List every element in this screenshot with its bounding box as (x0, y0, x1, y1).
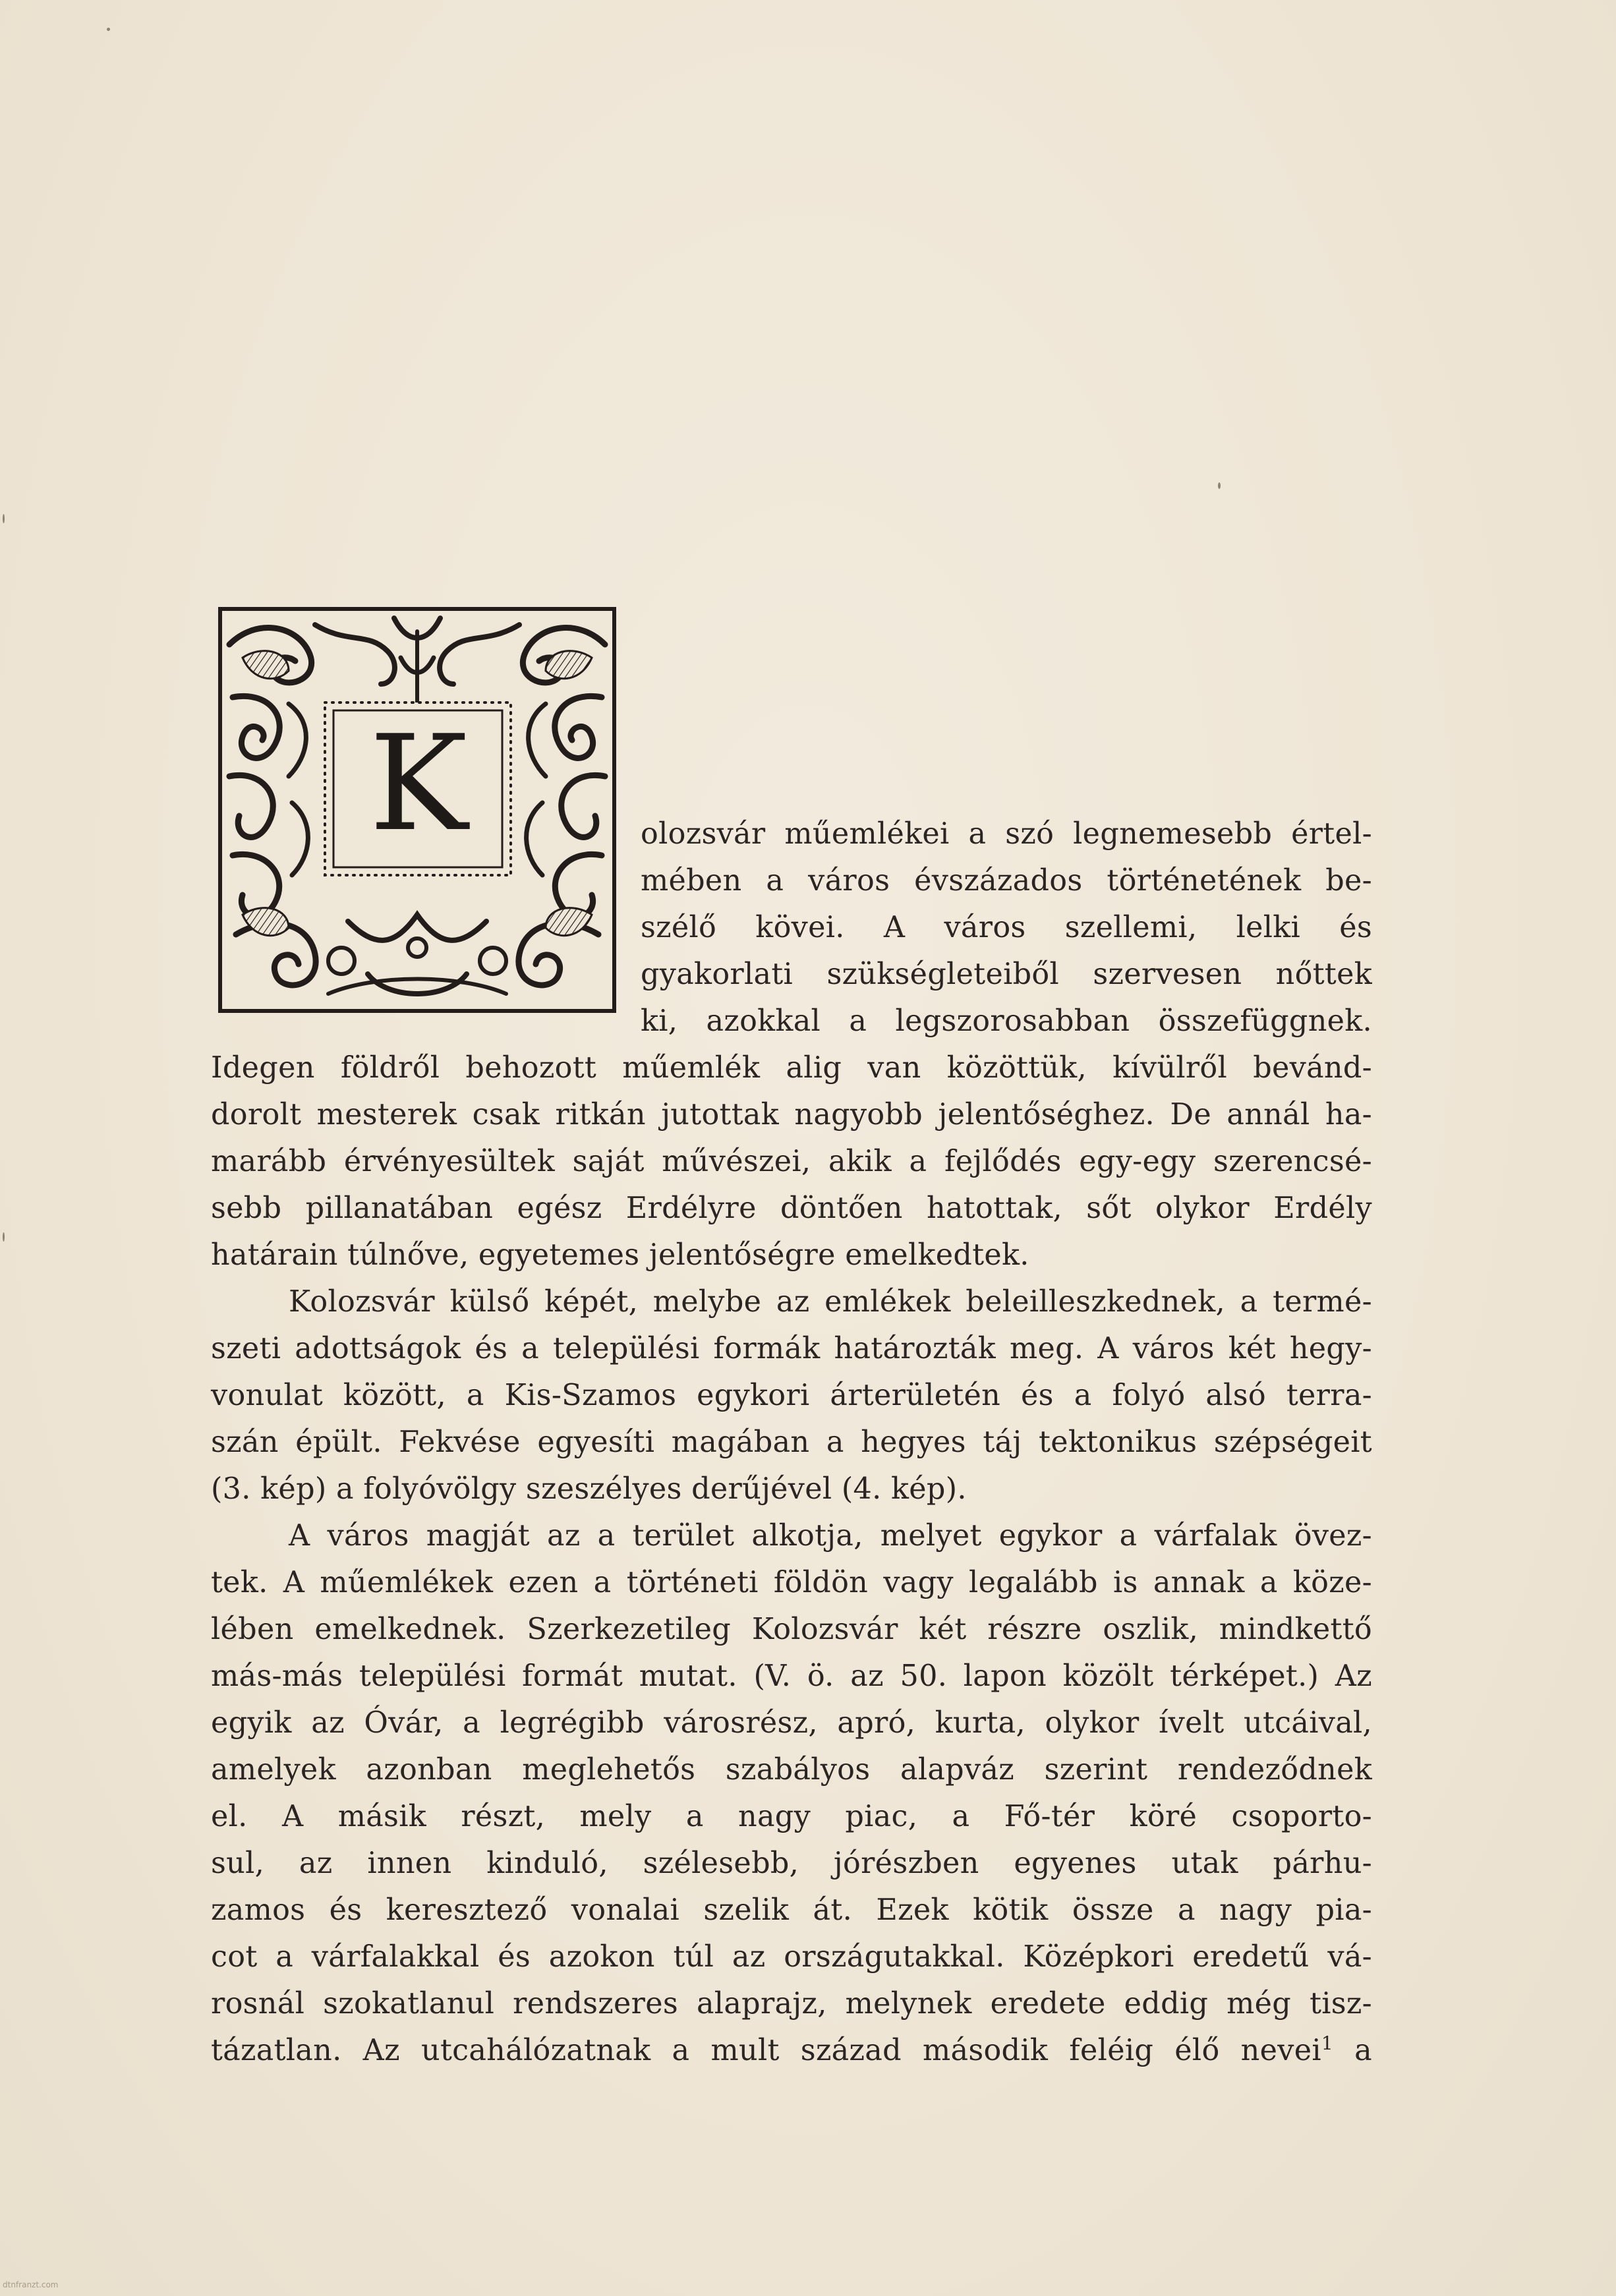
text-line: határain túlnőve, egyetemes jelentőségre emelkedtek. (211, 1238, 1029, 1272)
paper-speck (107, 28, 110, 31)
text-line: marább érvényesültek saját művészei, akik a fejlődés egy-egy szerencsé- (211, 1145, 1372, 1178)
corner-mark: dtnfranzt.com (3, 2280, 59, 2289)
text-line: dorolt mesterek csak ritkán jutottak nagyobb jelentőséghez. De annál ha- (211, 1098, 1372, 1132)
text-line: tek. A műemlékek ezen a történeti földön vagy legalább is annak a köze- (211, 1566, 1372, 1599)
paper-speck (3, 1232, 5, 1242)
text-line: egyik az Óvár, a legrégibb városrész, apró, kurta, olykor ívelt utcáival, (211, 1706, 1372, 1740)
last-line-text: tázatlan. Az utcahálózatnak a mult század második feléig élő nevei (211, 2034, 1321, 2067)
text-line: gyakorlati szükségleteiből szervesen nőttek (641, 958, 1372, 991)
text-line: Idegen földről behozott műemlék alig van közöttük, kívülről bevánd- (211, 1051, 1372, 1085)
footnote-reference[interactable]: 1 (1321, 2032, 1334, 2054)
text-line: el. A másik részt, mely a nagy piac, a Fő-tér köré csoporto- (211, 1800, 1372, 1833)
text-line: lében emelkednek. Szerkezetileg Kolozsvár két részre oszlik, mindkettő (211, 1613, 1372, 1646)
text-line: szélő kövei. A város szellemi, lelki és (641, 911, 1372, 944)
text-line: zamos és keresztező vonalai szelik át. Ezek kötik össze a nagy pia- (211, 1893, 1372, 1927)
last-text-line (211, 2027, 1372, 2074)
text-line: szán épült. Fekvése egyesíti magában a hegyes táj tektonikus szépségeit (211, 1425, 1372, 1459)
text-line: cot a várfalakkal és azokon túl az országutakkal. Középkori eredetű vá- (211, 1940, 1372, 1974)
text-line: ki, azokkal a legszorosabban összefüggnek. (641, 1004, 1372, 1038)
text-line: Kolozsvár külső képét, melybe az emlékek beleilleszkednek, a termé- (289, 1285, 1372, 1319)
body-text (211, 811, 1372, 2074)
text-line: rosnál szokatlanul rendszeres alaprajz, melynek eredete eddig még tisz- (211, 1987, 1372, 2021)
text-line: vonulat között, a Kis-Szamos egykori árterületén és a folyó alsó terra- (211, 1379, 1372, 1412)
text-line: A város magját az a terület alkotja, melyet egykor a várfalak övez- (289, 1519, 1372, 1553)
text-line: sul, az innen kinduló, szélesebb, jórészben egyenes utak párhu- (211, 1847, 1372, 1880)
text-line: sebb pillanatában egész Erdélyre döntően hatottak, sőt olykor Erdély (211, 1191, 1372, 1225)
last-word: a (1354, 2034, 1372, 2067)
paper-speck (1218, 482, 1221, 489)
text-line: olozsvár műemlékei a szó legnemesebb értel- (641, 817, 1372, 851)
text-line: más-más települési formát mutat. (V. ö. az 50. lapon közölt térképet.) Az (211, 1659, 1372, 1693)
text-line: amelyek azonban meglehetős szabályos alapváz szerint rendeződnek (211, 1753, 1372, 1787)
drop-cap-letter: K (369, 707, 468, 861)
text-line: mében a város évszázados történetének be- (641, 864, 1372, 898)
text-line: (3. kép) a folyóvölgy szeszélyes derűjével (4. kép). (211, 1472, 967, 1506)
text-line: szeti adottságok és a települési formák határozták meg. A város két hegy- (211, 1332, 1372, 1365)
paper-speck (3, 514, 5, 523)
